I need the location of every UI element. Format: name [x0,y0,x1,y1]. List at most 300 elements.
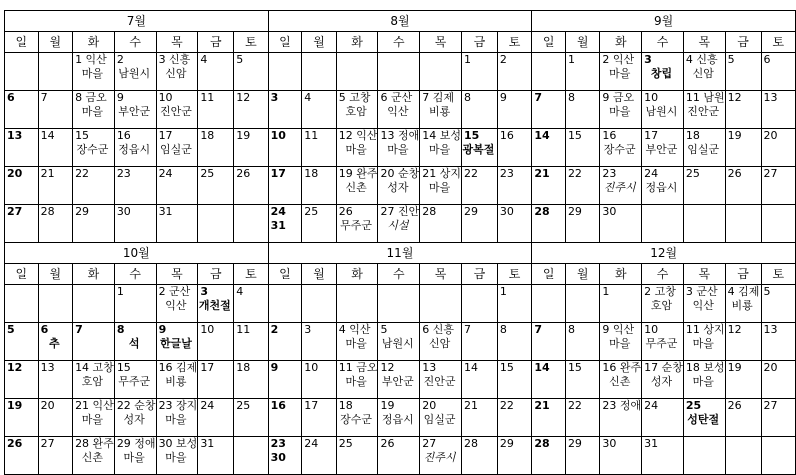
day-cell[interactable] [642,91,684,129]
day-cell[interactable] [532,399,566,437]
day-cell[interactable] [114,53,156,91]
day-number: 3 신흥 [158,53,191,66]
day-cell[interactable] [73,323,115,361]
day-number: 30 [116,205,131,218]
day-number: 9 [158,323,167,336]
day-number: 15 [75,129,90,142]
weekday-header: 월 [565,32,599,53]
day-cell[interactable] [642,129,684,167]
month-title: 10월 [5,243,269,264]
day-cell[interactable] [565,399,599,437]
day-cell[interactable] [600,399,642,437]
day-cell[interactable] [336,167,378,205]
day-cell[interactable] [156,323,198,361]
weekday-row [5,264,796,285]
day-cell[interactable] [268,323,302,361]
day-cell[interactable] [565,129,599,167]
day-cell[interactable] [761,129,795,167]
day-cell[interactable] [420,323,462,361]
day-cell[interactable] [114,91,156,129]
weekday-header: 토 [761,32,795,53]
day-cell[interactable] [268,167,302,205]
weekday-header: 화 [336,264,378,285]
weekday-header: 월 [565,264,599,285]
day-cell[interactable] [198,437,234,475]
day-cell[interactable] [497,323,531,361]
day-number: 23 [499,167,514,180]
day-cell[interactable] [234,285,268,323]
day-cell[interactable] [420,91,462,129]
day-cell[interactable] [336,323,378,361]
day-cell[interactable] [600,437,642,475]
day-cell[interactable] [497,205,531,243]
day-cell[interactable] [420,167,462,205]
day-cell[interactable] [268,205,302,243]
day-cell [420,285,462,323]
day-cell[interactable] [38,205,72,243]
day-cell[interactable] [336,361,378,399]
day-number: 23 [116,167,131,180]
day-cell[interactable] [198,323,234,361]
day-number: 26 [380,437,395,450]
weekday-header: 일 [532,32,566,53]
event-label: 마을 [165,451,187,464]
day-number: 2 [270,323,279,336]
day-cell[interactable] [642,285,684,323]
day-number: 6 [40,323,49,336]
day-cell[interactable] [336,91,378,129]
day-number: 22 순창 [116,399,156,412]
day-number: 27 [422,437,437,450]
day-cell[interactable] [497,399,531,437]
day-cell[interactable] [302,205,336,243]
day-cell[interactable] [156,285,198,323]
day-cell[interactable] [268,399,302,437]
day-cell[interactable] [532,129,566,167]
day-number: 5 [380,323,388,336]
day-cell [725,205,761,243]
day-cell[interactable] [497,129,531,167]
day-cell[interactable] [234,91,268,129]
day-cell[interactable] [420,399,462,437]
day-cell[interactable] [683,129,725,167]
day-cell[interactable] [600,361,642,399]
day-number: 8 [567,323,575,336]
day-cell[interactable] [114,129,156,167]
day-number: 19 [380,399,395,412]
day-cell[interactable] [600,323,642,361]
day-cell[interactable] [5,437,39,475]
day-cell[interactable] [73,361,115,399]
day-cell[interactable] [642,53,684,91]
day-number: 18 [338,399,353,412]
day-cell[interactable] [73,91,115,129]
day-number: 19 [7,399,23,412]
day-cell[interactable] [5,323,39,361]
day-number: 7 [75,323,83,336]
day-number: 14 보성 [422,129,461,142]
day-cell[interactable] [378,205,420,243]
day-cell[interactable] [5,399,39,437]
day-cell[interactable] [38,437,72,475]
day-cell[interactable] [761,53,795,91]
day-number: 3 군산 [685,285,718,298]
week-row [5,167,796,205]
day-cell[interactable] [532,167,566,205]
day-number: 29 [75,205,90,218]
weekday-header: 화 [600,264,642,285]
day-number: 7 김제 [422,91,454,104]
day-cell[interactable] [156,129,198,167]
day-cell[interactable] [761,285,795,323]
day-cell[interactable] [378,129,420,167]
day-number: 20 [40,399,55,412]
day-number: 18 [200,129,215,142]
day-cell [5,285,39,323]
day-cell[interactable] [642,167,684,205]
day-cell[interactable] [565,205,599,243]
day-cell[interactable] [336,399,378,437]
day-cell[interactable] [114,323,156,361]
day-cell [725,437,761,475]
day-cell[interactable] [497,437,531,475]
day-cell[interactable] [198,285,234,323]
day-cell[interactable] [461,323,497,361]
event-label: 신암 [165,67,187,80]
day-cell[interactable] [198,129,234,167]
weekday-header: 일 [532,264,566,285]
day-cell[interactable] [725,53,761,91]
day-number: 17 [270,167,286,180]
day-number: 14 고창 [75,361,114,374]
day-cell[interactable] [683,285,725,323]
event-label: 익산 [387,105,409,118]
day-cell[interactable] [38,399,72,437]
day-cell[interactable] [302,323,336,361]
day-cell[interactable] [73,437,115,475]
day-number: 4 김제 [727,285,760,298]
day-number: 13 [422,361,437,374]
day-cell[interactable] [725,361,761,399]
day-number: 31 [158,205,173,218]
day-cell[interactable] [73,205,115,243]
day-cell[interactable] [461,437,497,475]
weekday-header: 토 [234,32,268,53]
day-cell[interactable] [302,91,336,129]
day-cell[interactable] [497,361,531,399]
day-number: 17 [644,129,659,142]
day-cell[interactable] [302,361,336,399]
day-number: 12 [380,361,395,374]
day-cell[interactable] [156,361,198,399]
day-number: 27 [40,437,55,450]
weekday-header: 목 [683,32,725,53]
day-cell[interactable] [565,91,599,129]
day-cell[interactable] [73,167,115,205]
weekday-header: 목 [683,264,725,285]
weekday-header: 금 [725,32,761,53]
day-cell[interactable] [725,91,761,129]
day-cell[interactable] [38,91,72,129]
day-cell[interactable] [198,167,234,205]
day-number: 13 [40,361,55,374]
event-label: 장수군 [76,143,109,156]
day-number: 14 [40,129,55,142]
day-cell[interactable] [38,361,72,399]
day-number: 4 [304,91,312,104]
day-cell [420,53,462,91]
day-cell[interactable] [114,361,156,399]
day-cell[interactable] [683,167,725,205]
day-cell[interactable] [683,91,725,129]
day-cell[interactable] [336,437,378,475]
day-number-second: 30 [270,451,286,464]
day-number: 21 [463,399,478,412]
day-cell[interactable] [268,437,302,475]
day-cell [234,205,268,243]
day-cell[interactable] [461,205,497,243]
day-number: 6 군산 [380,91,413,104]
day-cell[interactable] [600,91,642,129]
day-cell[interactable] [532,323,566,361]
day-number: 26 [727,399,742,412]
day-cell[interactable] [565,323,599,361]
day-cell[interactable] [73,129,115,167]
day-cell[interactable] [497,53,531,91]
day-cell[interactable] [497,167,531,205]
day-number: 26 [236,167,251,180]
weekday-row [5,32,796,53]
event-label: 진안군 [687,105,720,118]
day-cell[interactable] [683,53,725,91]
day-cell[interactable] [38,129,72,167]
day-cell[interactable] [565,437,599,475]
day-cell[interactable] [497,285,531,323]
day-cell [268,285,302,323]
event-label: 진주시 [423,451,456,464]
day-number: 9 익산 [602,323,635,336]
day-cell[interactable] [302,437,336,475]
day-cell[interactable] [38,167,72,205]
day-cell[interactable] [378,91,420,129]
day-cell[interactable] [73,53,115,91]
day-cell[interactable] [198,361,234,399]
day-cell[interactable] [683,399,725,437]
day-cell[interactable] [268,91,302,129]
day-cell[interactable] [532,361,566,399]
day-cell[interactable] [532,91,566,129]
week-row [5,323,796,361]
month-title-row [5,243,796,264]
day-cell[interactable] [600,129,642,167]
day-cell[interactable] [420,205,462,243]
day-cell[interactable] [497,91,531,129]
day-cell[interactable] [5,129,39,167]
day-cell[interactable] [5,167,39,205]
day-cell[interactable] [156,91,198,129]
day-cell [38,285,72,323]
day-cell[interactable] [73,399,115,437]
day-number: 23 [602,167,617,180]
day-number: 28 [463,437,478,450]
day-number: 6 신흥 [422,323,454,336]
day-number: 15 [499,361,514,374]
day-cell[interactable] [378,323,420,361]
day-number: 15 [567,361,582,374]
day-cell[interactable] [461,361,497,399]
day-number: 13 [763,323,778,336]
day-cell[interactable] [336,205,378,243]
event-label: 호암 [345,105,367,118]
day-number: 25 [685,399,702,412]
day-cell[interactable] [725,167,761,205]
day-cell[interactable] [198,53,234,91]
day-number: 21 익산 [75,399,114,412]
weekday-header: 금 [725,264,761,285]
day-cell[interactable] [234,323,268,361]
day-cell[interactable] [38,323,72,361]
weekday-header: 일 [5,264,39,285]
day-cell[interactable] [461,129,497,167]
day-number: 2 [116,53,124,66]
day-cell[interactable] [600,167,642,205]
day-cell[interactable] [156,205,198,243]
day-cell[interactable] [725,129,761,167]
weekday-header: 토 [497,264,531,285]
day-cell[interactable] [420,129,462,167]
event-label: 비룡 [428,105,451,118]
day-number: 5 고창 [338,91,371,104]
day-cell[interactable] [234,129,268,167]
event-label: 임실군 [687,143,720,156]
day-cell[interactable] [114,399,156,437]
day-cell[interactable] [761,91,795,129]
day-cell[interactable] [302,399,336,437]
day-cell[interactable] [198,91,234,129]
day-cell[interactable] [600,205,642,243]
day-number: 19 [236,129,251,142]
day-cell[interactable] [642,323,684,361]
day-cell[interactable] [234,399,268,437]
day-cell[interactable] [600,53,642,91]
day-cell[interactable] [761,323,795,361]
event-label: 임실군 [423,413,456,426]
day-number: 10 [644,323,659,336]
day-cell [302,285,336,323]
day-number: 19 [727,361,742,374]
day-number: 13 정애 [380,129,420,142]
day-number: 30 [602,437,617,450]
weekday-header: 일 [268,32,302,53]
day-cell[interactable] [725,285,761,323]
day-number: 31 [644,437,659,450]
day-cell[interactable] [565,53,599,91]
day-cell[interactable] [336,129,378,167]
day-cell[interactable] [156,53,198,91]
day-number: 10 [304,361,319,374]
weekday-header: 화 [73,32,115,53]
day-cell[interactable] [114,285,156,323]
day-cell[interactable] [5,91,39,129]
weekday-header: 토 [761,264,795,285]
day-cell[interactable] [420,437,462,475]
day-cell[interactable] [683,361,725,399]
day-cell[interactable] [114,205,156,243]
day-cell[interactable] [461,53,497,91]
day-cell[interactable] [378,437,420,475]
day-number: 4 [236,285,244,298]
day-cell[interactable] [725,323,761,361]
day-cell[interactable] [378,399,420,437]
day-cell [198,205,234,243]
day-cell[interactable] [761,399,795,437]
day-cell[interactable] [114,437,156,475]
day-cell[interactable] [234,361,268,399]
day-cell[interactable] [565,167,599,205]
day-cell[interactable] [114,167,156,205]
day-cell[interactable] [302,167,336,205]
day-number: 29 [463,205,478,218]
event-label: 신촌 [81,451,104,464]
day-number: 12 [7,361,23,374]
day-number: 30 보성 [158,437,198,450]
day-number: 20 순창 [380,167,420,180]
day-cell[interactable] [642,361,684,399]
day-cell[interactable] [156,399,198,437]
day-cell[interactable] [156,167,198,205]
day-cell[interactable] [156,437,198,475]
day-cell[interactable] [5,205,39,243]
day-cell[interactable] [642,399,684,437]
day-cell[interactable] [234,167,268,205]
day-cell[interactable] [761,167,795,205]
event-label: 호암 [81,375,104,388]
day-cell[interactable] [461,399,497,437]
day-cell[interactable] [761,361,795,399]
event-label: 개천절 [198,299,231,312]
day-cell[interactable] [461,91,497,129]
day-cell[interactable] [461,167,497,205]
day-cell[interactable] [600,285,642,323]
event-label: 신촌 [609,375,631,388]
day-cell[interactable] [532,437,566,475]
event-label: 호암 [650,299,673,312]
day-cell [642,205,684,243]
event-label: 시설 [387,219,409,232]
day-cell[interactable] [683,323,725,361]
day-number: 16 김제 [158,361,198,374]
day-number: 16 [116,129,131,142]
day-cell[interactable] [5,361,39,399]
day-cell[interactable] [420,361,462,399]
day-cell[interactable] [378,361,420,399]
day-cell[interactable] [642,437,684,475]
day-cell[interactable] [198,399,234,437]
day-cell[interactable] [234,53,268,91]
day-cell[interactable] [378,167,420,205]
day-cell [761,437,795,475]
event-label: 임실군 [159,143,192,156]
day-number: 4 신흥 [685,53,718,66]
event-label: 마을 [345,375,367,388]
day-cell[interactable] [268,361,302,399]
day-cell[interactable] [565,361,599,399]
day-cell[interactable] [725,399,761,437]
day-cell[interactable] [532,205,566,243]
day-cell [234,437,268,475]
day-cell[interactable] [268,129,302,167]
day-cell[interactable] [302,129,336,167]
